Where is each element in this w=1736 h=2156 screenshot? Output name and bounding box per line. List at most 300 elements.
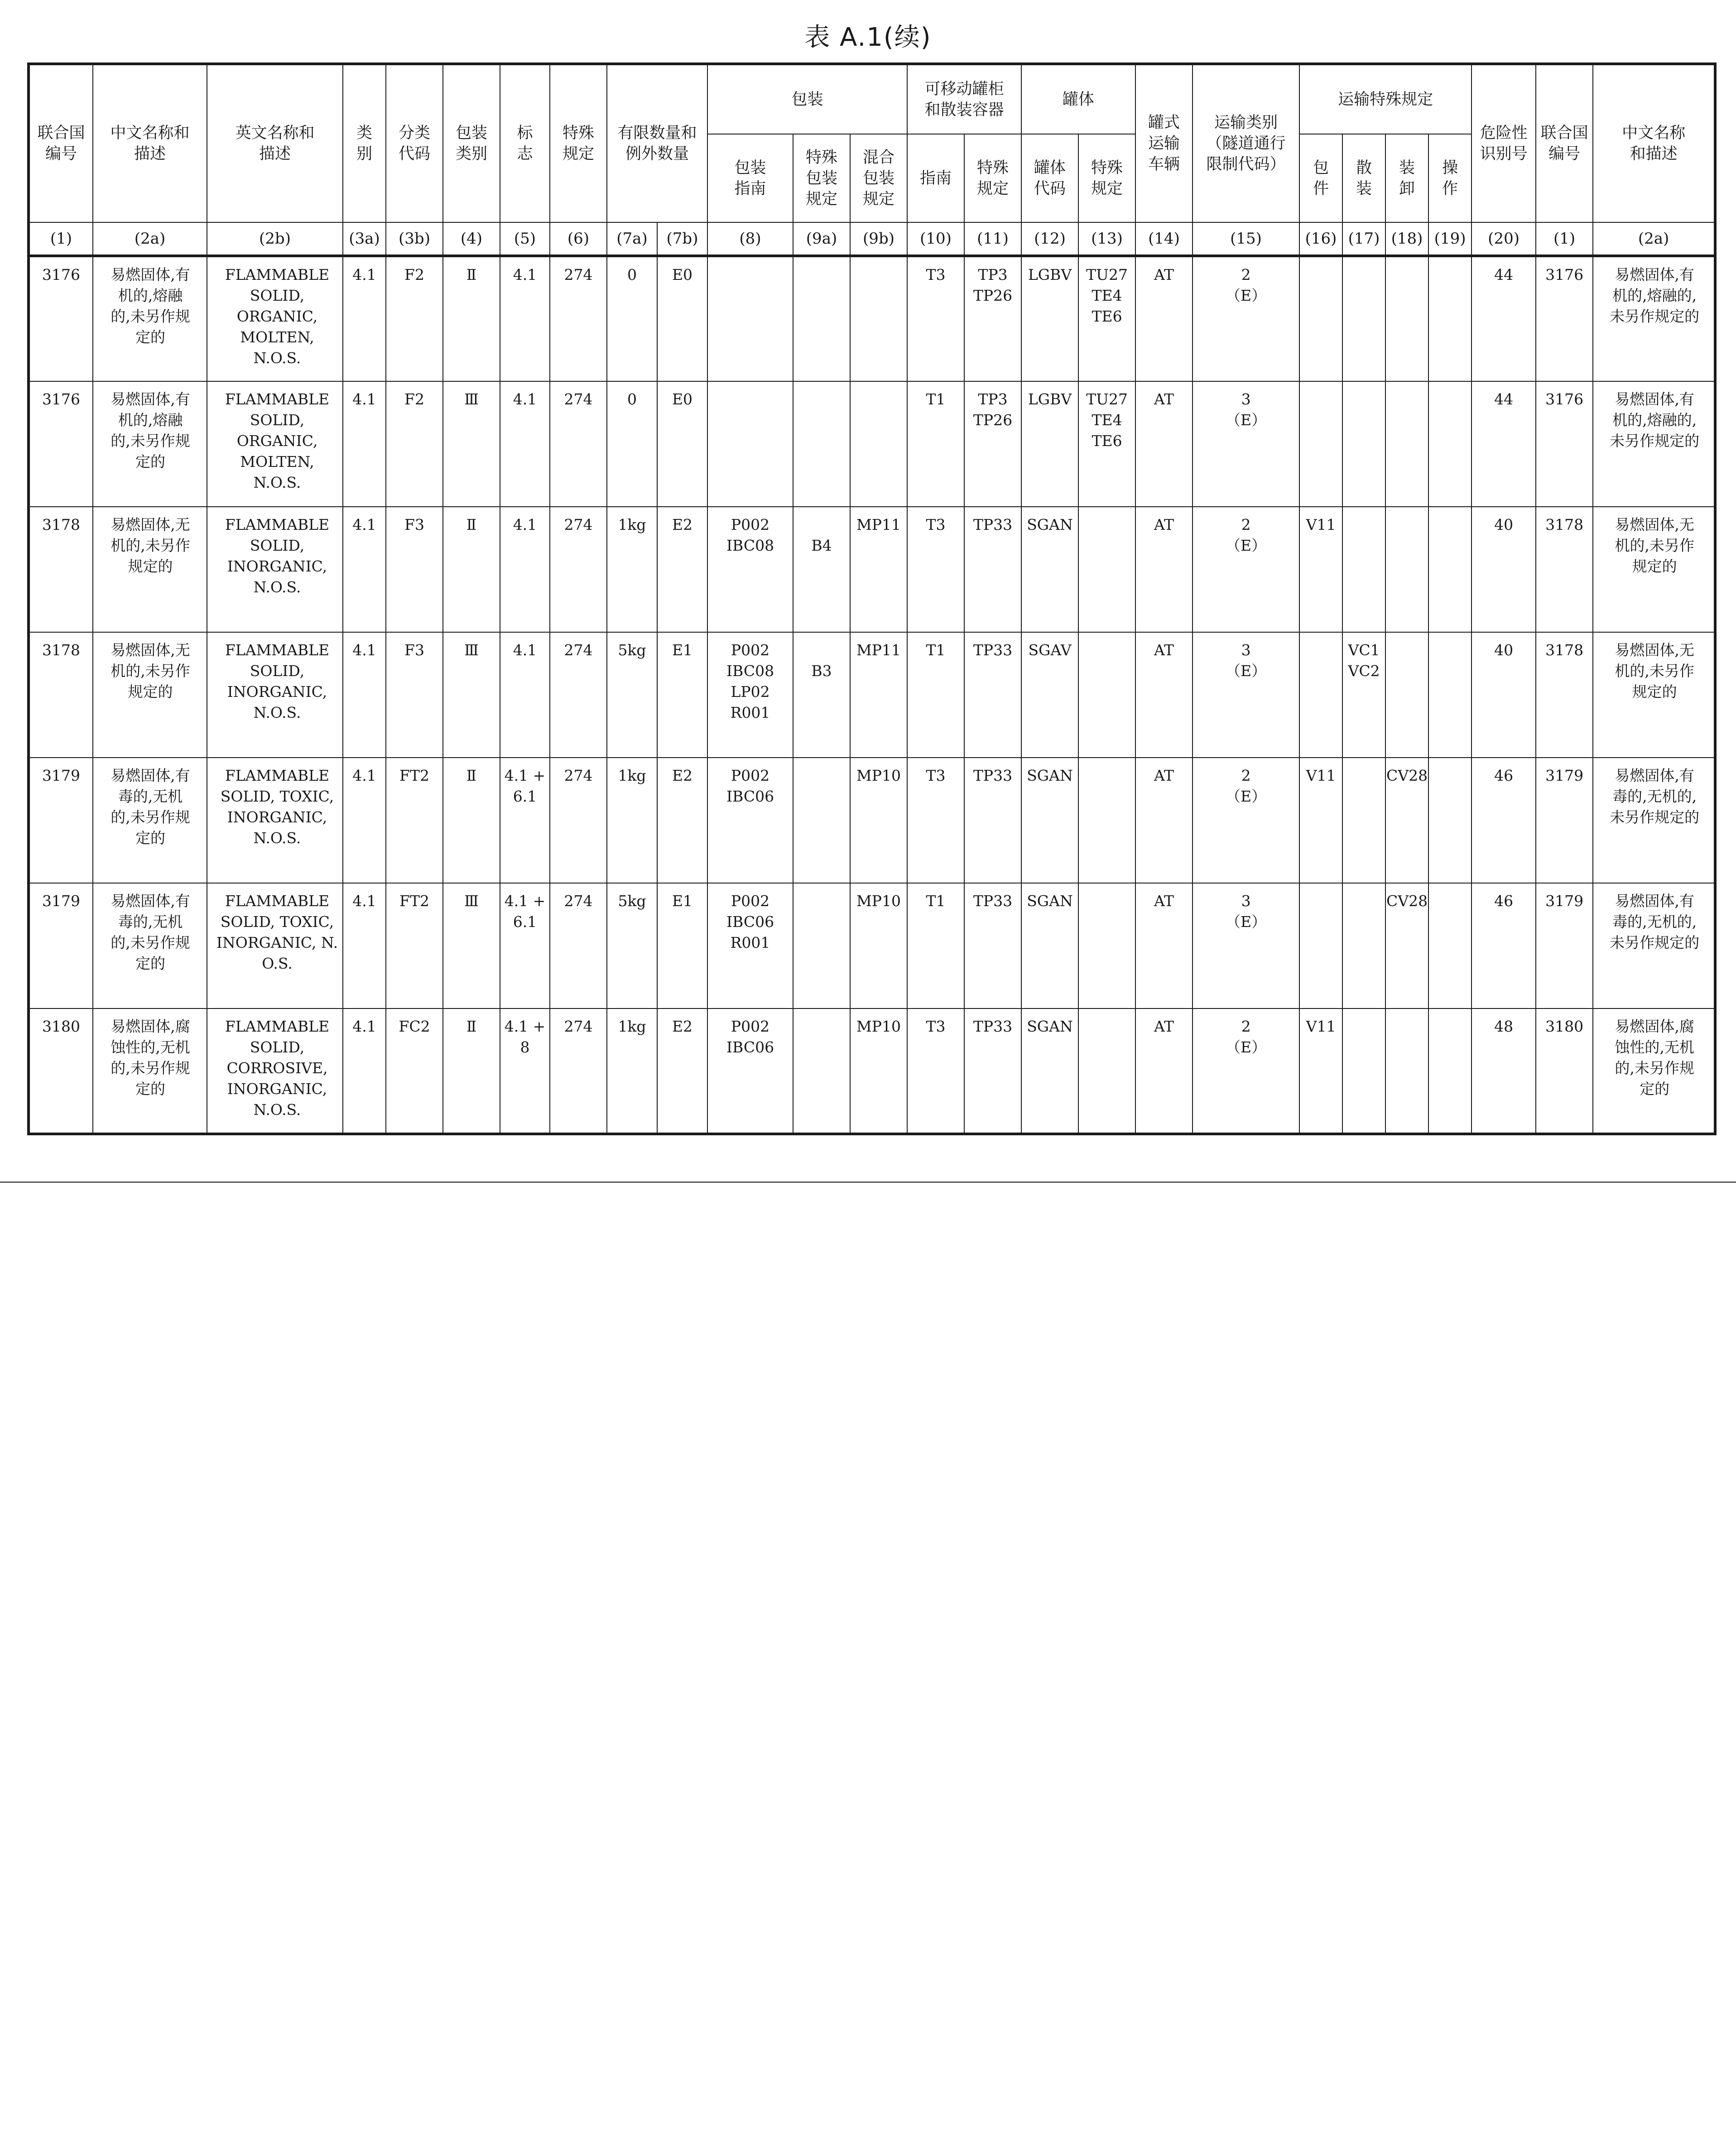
cell-line: 2	[1241, 266, 1251, 283]
cell-english-name	[207, 632, 343, 758]
cell-line: N.O.S.	[253, 349, 301, 367]
cell-english-name	[207, 1008, 343, 1134]
cell-line: （E）	[1226, 1038, 1267, 1056]
cell-line: R001	[730, 934, 770, 951]
cell-packing-group: Ⅲ	[443, 632, 500, 758]
cell-excepted-quantity: E0	[657, 256, 707, 381]
cell-class: 4.1	[343, 381, 386, 507]
cell-line: TP33	[973, 1018, 1013, 1035]
cell-bulk-provision	[1342, 883, 1385, 1008]
cell-un-number-repeat: 3178	[1536, 507, 1593, 632]
cell-packages-provision	[1299, 758, 1342, 883]
cell-limited-quantity: 1kg	[607, 1008, 657, 1134]
cell-line: B3	[811, 662, 832, 680]
cell-portable-tank-special	[964, 256, 1021, 381]
cell-classification-code: F3	[386, 507, 443, 632]
cell-line: MP10	[856, 767, 901, 784]
header-limited-excepted-quantities: 有限数量和 例外数量	[607, 64, 707, 222]
cell-line: P002	[731, 767, 770, 784]
cell-line: FLAMMABLE	[225, 1018, 330, 1035]
cell-limited-quantity: 0	[607, 256, 657, 381]
cell-line: 易燃固体,有	[1615, 390, 1694, 408]
cell-line: N.O.S.	[253, 829, 301, 847]
header-st-bulk: 散 装	[1342, 134, 1385, 222]
cell-special-provisions: 274	[550, 381, 607, 507]
cell-label	[500, 256, 550, 381]
cell-line: MP11	[856, 516, 901, 533]
cell-bulk-provision	[1342, 632, 1385, 758]
cell-un-number: 3178	[29, 632, 93, 758]
header-tank-vehicle: 罐式 运输 车辆	[1135, 64, 1193, 222]
cell-packages-provision	[1299, 1008, 1342, 1134]
table-row	[29, 381, 1715, 507]
cell-line: TP33	[973, 892, 1013, 910]
cell-mixed-packing	[850, 256, 907, 381]
cell-line: MP11	[856, 641, 901, 659]
cell-line: TP26	[973, 411, 1013, 429]
cell-chinese-name	[93, 256, 207, 381]
cell-classification-code: FT2	[386, 883, 443, 1008]
cell-line: P002	[731, 1018, 770, 1035]
cell-special-packing	[793, 758, 850, 883]
cell-line: 3	[1241, 390, 1251, 408]
table-row	[29, 883, 1715, 1008]
cell-tank-special	[1078, 632, 1135, 758]
cell-line: 易燃固体,有	[1615, 892, 1694, 910]
cell-loading-provision	[1385, 1008, 1428, 1134]
cell-line: INORGANIC, N.	[216, 934, 338, 951]
cell-line: INORGANIC,	[227, 1080, 327, 1098]
cell-special-packing	[793, 381, 850, 507]
cell-line: 蚀性的,无机	[1615, 1038, 1694, 1056]
cell-classification-code: F2	[386, 381, 443, 507]
cell-line: 4.1 +	[504, 1018, 546, 1035]
header-english-name: 英文名称和 描述	[207, 64, 343, 222]
cell-line: 定的	[135, 1080, 165, 1098]
cell-line: （E）	[1226, 787, 1267, 805]
cell-class: 4.1	[343, 883, 386, 1008]
dangerous-goods-table	[27, 62, 1717, 1135]
cell-line: 的,未另作规	[111, 432, 190, 450]
cell-line: 易燃固体,有	[1615, 767, 1694, 784]
cell-tank-special	[1078, 256, 1135, 381]
cell-packaging-instructions	[707, 758, 793, 883]
cell-un-number: 3180	[29, 1008, 93, 1134]
cell-line: 4.1	[513, 266, 537, 283]
header-tank-special: 特殊 规定	[1078, 134, 1135, 222]
cell-line: MOLTEN,	[240, 453, 314, 471]
header-tank: 罐体	[1021, 64, 1135, 134]
cell-limited-quantity: 1kg	[607, 758, 657, 883]
header-mixed-packing: 混合 包装 规定	[850, 134, 907, 222]
cell-line: SOLID, TOXIC,	[220, 787, 334, 805]
cell-line: INORGANIC,	[227, 557, 327, 575]
cell-mixed-packing	[850, 381, 907, 507]
cell-line: VC1	[1348, 641, 1380, 659]
cell-packing-group: Ⅱ	[443, 1008, 500, 1134]
cell-line: 易燃固体,无	[111, 516, 190, 533]
header-portable-tanks: 可移动罐柜 和散装容器	[907, 64, 1021, 134]
cell-line: 3	[1241, 892, 1251, 910]
cell-operation-provision	[1428, 1008, 1472, 1134]
cell-bulk-provision	[1342, 1008, 1385, 1134]
cell-excepted-quantity: E2	[657, 507, 707, 632]
cell-tank-special	[1078, 1008, 1135, 1134]
cell-tank-vehicle: AT	[1135, 758, 1193, 883]
cell-line: TE6	[1092, 432, 1122, 450]
cell-class: 4.1	[343, 256, 386, 381]
cell-special-packing	[793, 507, 850, 632]
cell-portable-tank-instruction: T3	[907, 758, 964, 883]
cell-un-number: 3179	[29, 883, 93, 1008]
cell-line: N.O.S.	[253, 578, 301, 596]
cell-line: 机的,熔融的,	[1612, 411, 1697, 429]
cell-special-packing	[793, 632, 850, 758]
column-number: (7b)	[657, 222, 707, 256]
cell-transport-category	[1193, 883, 1299, 1008]
cell-line: 2	[1241, 767, 1251, 784]
table-body	[29, 256, 1715, 1134]
column-number: (2a)	[93, 222, 207, 256]
cell-line: P002	[731, 892, 770, 910]
cell-classification-code: F3	[386, 632, 443, 758]
cell-chinese-name-repeat	[1593, 758, 1715, 883]
cell-un-number-repeat: 3176	[1536, 256, 1593, 381]
cell-line: 毒的,无机的,	[1612, 913, 1697, 931]
cell-line: SOLID,	[250, 537, 305, 554]
cell-bulk-provision	[1342, 758, 1385, 883]
cell-line: TP3	[978, 266, 1008, 283]
cell-line: 未另作规定的	[1610, 432, 1700, 450]
header-tank-code: 罐体 代码	[1021, 134, 1078, 222]
cell-tank-vehicle: AT	[1135, 632, 1193, 758]
cell-tank-vehicle: AT	[1135, 1008, 1193, 1134]
cell-line: V11	[1306, 767, 1336, 784]
cell-tank-vehicle: AT	[1135, 883, 1193, 1008]
cell-transport-category	[1193, 758, 1299, 883]
cell-line: IBC06	[726, 1038, 774, 1056]
cell-line: MP10	[856, 892, 901, 910]
column-number: (6)	[550, 222, 607, 256]
cell-tank-code: SGAN	[1021, 758, 1078, 883]
cell-line: TU27	[1086, 266, 1128, 283]
cell-line: 规定的	[128, 557, 173, 575]
column-number: (9a)	[793, 222, 850, 256]
cell-english-name	[207, 758, 343, 883]
cell-chinese-name-repeat	[1593, 507, 1715, 632]
cell-line: 机的,未另作	[1615, 662, 1694, 680]
cell-mixed-packing	[850, 883, 907, 1008]
cell-line: 定的	[135, 955, 165, 972]
cell-class: 4.1	[343, 758, 386, 883]
cell-chinese-name-repeat	[1593, 256, 1715, 381]
cell-class: 4.1	[343, 1008, 386, 1134]
cell-line: 易燃固体,腐	[111, 1018, 190, 1035]
cell-line: 4.1	[513, 641, 537, 659]
cell-packages-provision	[1299, 632, 1342, 758]
cell-packaging-instructions	[707, 632, 793, 758]
cell-line	[793, 640, 850, 661]
cell-line: TP33	[973, 516, 1013, 533]
cell-line: （E）	[1226, 913, 1267, 931]
cell-line: TP3	[978, 390, 1008, 408]
cell-special-provisions: 274	[550, 507, 607, 632]
cell-portable-tank-instruction: T1	[907, 632, 964, 758]
cell-packing-group: Ⅱ	[443, 758, 500, 883]
column-number: (18)	[1385, 222, 1428, 256]
cell-tank-special	[1078, 758, 1135, 883]
table-row	[29, 507, 1715, 632]
cell-packaging-instructions	[707, 256, 793, 381]
cell-line: 6.1	[513, 913, 537, 931]
cell-classification-code: FT2	[386, 758, 443, 883]
cell-line: （E）	[1226, 662, 1267, 680]
column-number: (13)	[1078, 222, 1135, 256]
header-special-packing: 特殊 包装 规定	[793, 134, 850, 222]
cell-line: 机的,熔融	[118, 411, 183, 429]
cell-english-name	[207, 883, 343, 1008]
cell-hazard-id: 46	[1472, 883, 1536, 1008]
cell-chinese-name	[93, 1008, 207, 1134]
cell-bulk-provision	[1342, 256, 1385, 381]
cell-class: 4.1	[343, 507, 386, 632]
cell-line: 未另作规定的	[1610, 934, 1700, 951]
cell-packing-group: Ⅱ	[443, 256, 500, 381]
header-st-packages: 包 件	[1299, 134, 1342, 222]
cell-tank-special	[1078, 507, 1135, 632]
cell-line: 未另作规定的	[1610, 307, 1700, 325]
column-number: (2a)	[1593, 222, 1715, 256]
cell-portable-tank-instruction: T3	[907, 256, 964, 381]
cell-packages-provision	[1299, 883, 1342, 1008]
column-number: (3b)	[386, 222, 443, 256]
cell-line: FLAMMABLE	[225, 266, 330, 283]
cell-operation-provision	[1428, 758, 1472, 883]
cell-line: 3	[1241, 641, 1251, 659]
cell-line: MOLTEN,	[240, 328, 314, 346]
cell-loading-provision	[1385, 632, 1428, 758]
cell-special-packing	[793, 883, 850, 1008]
cell-line: IBC06	[726, 913, 774, 931]
cell-line: N.O.S.	[253, 474, 301, 491]
table-row	[29, 632, 1715, 758]
cell-tank-special	[1078, 883, 1135, 1008]
cell-line: TE6	[1092, 307, 1122, 325]
cell-mixed-packing	[850, 632, 907, 758]
cell-transport-category	[1193, 381, 1299, 507]
cell-tank-code: SGAN	[1021, 507, 1078, 632]
cell-packaging-instructions	[707, 1008, 793, 1134]
cell-english-name	[207, 381, 343, 507]
cell-line: FLAMMABLE	[225, 892, 330, 910]
cell-loading-provision	[1385, 256, 1428, 381]
cell-line: INORGANIC,	[227, 808, 327, 826]
cell-special-provisions: 274	[550, 883, 607, 1008]
cell-line: 定的	[1640, 1080, 1670, 1098]
cell-packing-group: Ⅱ	[443, 507, 500, 632]
cell-line: CORROSIVE,	[226, 1059, 328, 1077]
cell-line: 机的,熔融	[118, 287, 183, 304]
cell-line: SOLID,	[250, 662, 305, 680]
cell-hazard-id: 40	[1472, 507, 1536, 632]
cell-line: 的,未另作规	[111, 307, 190, 325]
cell-line: SOLID,	[250, 287, 305, 304]
cell-line: LP02	[731, 683, 770, 701]
cell-line: SOLID,	[250, 1038, 305, 1056]
cell-line: INORGANIC,	[227, 683, 327, 701]
cell-line: V11	[1306, 516, 1336, 533]
cell-label	[500, 1008, 550, 1134]
header-label: 标 志	[500, 64, 550, 222]
cell-hazard-id: 44	[1472, 256, 1536, 381]
cell-line: TE4	[1092, 287, 1122, 304]
header-classification-code: 分类 代码	[386, 64, 443, 222]
cell-line: IBC06	[726, 787, 774, 805]
cell-special-provisions: 274	[550, 1008, 607, 1134]
cell-un-number-repeat: 3179	[1536, 758, 1593, 883]
header-un-number: 联合国 编号	[29, 64, 93, 222]
header-un-number-repeat: 联合国 编号	[1536, 64, 1593, 222]
cell-line: 易燃固体,无	[111, 641, 190, 659]
cell-portable-tank-special	[964, 758, 1021, 883]
cell-line: MP10	[856, 1018, 901, 1035]
header-chinese-name-repeat: 中文名称 和描述	[1593, 64, 1715, 222]
cell-loading-provision	[1385, 507, 1428, 632]
page-title: 表 A.1(续)	[804, 23, 932, 52]
cell-chinese-name-repeat	[1593, 883, 1715, 1008]
cell-tank-code: SGAN	[1021, 883, 1078, 1008]
cell-transport-category	[1193, 632, 1299, 758]
cell-line: 4.1	[513, 516, 537, 533]
cell-line: 机的,熔融的,	[1612, 287, 1697, 304]
cell-line: B4	[811, 537, 832, 554]
cell-tank-vehicle: AT	[1135, 381, 1193, 507]
cell-hazard-id: 48	[1472, 1008, 1536, 1134]
cell-portable-tank-special	[964, 381, 1021, 507]
cell-line: 易燃固体,腐	[1615, 1018, 1694, 1035]
cell-class: 4.1	[343, 632, 386, 758]
cell-line: 毒的,无机	[118, 787, 183, 805]
cell-chinese-name	[93, 758, 207, 883]
cell-excepted-quantity: E0	[657, 381, 707, 507]
cell-line: 易燃固体,无	[1615, 641, 1694, 659]
cell-packaging-instructions	[707, 883, 793, 1008]
cell-line: SOLID,	[250, 411, 305, 429]
cell-un-number: 3178	[29, 507, 93, 632]
header-portable-tank-instructions: 指南	[907, 134, 964, 222]
column-number: (14)	[1135, 222, 1193, 256]
cell-portable-tank-special	[964, 883, 1021, 1008]
cell-line: 规定的	[128, 683, 173, 701]
cell-line: （E）	[1226, 287, 1267, 304]
cell-line: 的,未另作规	[111, 1059, 190, 1077]
cell-hazard-id: 44	[1472, 381, 1536, 507]
column-number: (19)	[1428, 222, 1472, 256]
cell-portable-tank-special	[964, 1008, 1021, 1134]
cell-line: CV28	[1386, 892, 1428, 910]
cell-un-number-repeat: 3178	[1536, 632, 1593, 758]
cell-portable-tank-special	[964, 507, 1021, 632]
cell-line: 定的	[135, 829, 165, 847]
cell-line: FLAMMABLE	[225, 767, 330, 784]
cell-excepted-quantity: E2	[657, 758, 707, 883]
cell-line: CV28	[1386, 767, 1428, 784]
cell-chinese-name-repeat	[1593, 1008, 1715, 1134]
cell-un-number-repeat: 3176	[1536, 381, 1593, 507]
cell-line	[793, 514, 850, 535]
column-number: (4)	[443, 222, 500, 256]
cell-line: 的,未另作规	[111, 934, 190, 951]
cell-line: （E）	[1226, 537, 1267, 554]
cell-line: 机的,未另作	[111, 662, 190, 680]
cell-label	[500, 632, 550, 758]
cell-operation-provision	[1428, 381, 1472, 507]
cell-excepted-quantity: E2	[657, 1008, 707, 1134]
cell-line: VC2	[1348, 662, 1380, 680]
cell-line: 机的,未另作	[1615, 537, 1694, 554]
cell-line: 易燃固体,有	[111, 892, 190, 910]
cell-line: 定的	[135, 453, 165, 471]
cell-chinese-name-repeat	[1593, 381, 1715, 507]
cell-tank-code: LGBV	[1021, 256, 1078, 381]
column-number: (17)	[1342, 222, 1385, 256]
column-number: (20)	[1472, 222, 1536, 256]
cell-line: FLAMMABLE	[225, 641, 330, 659]
cell-limited-quantity: 5kg	[607, 883, 657, 1008]
cell-mixed-packing	[850, 507, 907, 632]
cell-portable-tank-instruction: T1	[907, 381, 964, 507]
cell-packages-provision	[1299, 381, 1342, 507]
cell-line: 6.1	[513, 787, 537, 805]
header-special-provisions: 特殊 规定	[550, 64, 607, 222]
cell-line: R001	[730, 704, 770, 721]
cell-line: 机的,未另作	[111, 537, 190, 554]
cell-line: 蚀性的,无机	[111, 1038, 190, 1056]
cell-line: IBC08	[726, 537, 774, 554]
cell-chinese-name-repeat	[1593, 632, 1715, 758]
cell-line: P002	[731, 641, 770, 659]
header-special-transport-provisions: 运输特殊规定	[1299, 64, 1472, 134]
cell-label	[500, 507, 550, 632]
cell-line: FLAMMABLE	[225, 516, 330, 533]
cell-un-number: 3176	[29, 256, 93, 381]
header-st-loading: 装 卸	[1385, 134, 1428, 222]
cell-label	[500, 381, 550, 507]
cell-classification-code: FC2	[386, 1008, 443, 1134]
cell-operation-provision	[1428, 507, 1472, 632]
cell-bulk-provision	[1342, 381, 1385, 507]
column-number: (7a)	[607, 222, 657, 256]
cell-chinese-name	[93, 632, 207, 758]
cell-line: ORGANIC,	[236, 307, 318, 325]
table-row	[29, 1008, 1715, 1134]
cell-packing-group: Ⅲ	[443, 883, 500, 1008]
column-number: (16)	[1299, 222, 1342, 256]
cell-loading-provision	[1385, 883, 1428, 1008]
cell-portable-tank-instruction: T3	[907, 1008, 964, 1134]
cell-line: 毒的,无机的,	[1612, 787, 1697, 805]
cell-mixed-packing	[850, 1008, 907, 1134]
cell-line: TP33	[973, 767, 1013, 784]
cell-line: O.S.	[262, 955, 293, 972]
cell-line: 易燃固体,有	[111, 266, 190, 283]
cell-line: 易燃固体,无	[1615, 516, 1694, 533]
cell-tank-vehicle: AT	[1135, 507, 1193, 632]
column-number-row	[29, 222, 1715, 256]
cell-tank-code: LGBV	[1021, 381, 1078, 507]
cell-special-provisions: 274	[550, 632, 607, 758]
column-number: (11)	[964, 222, 1021, 256]
